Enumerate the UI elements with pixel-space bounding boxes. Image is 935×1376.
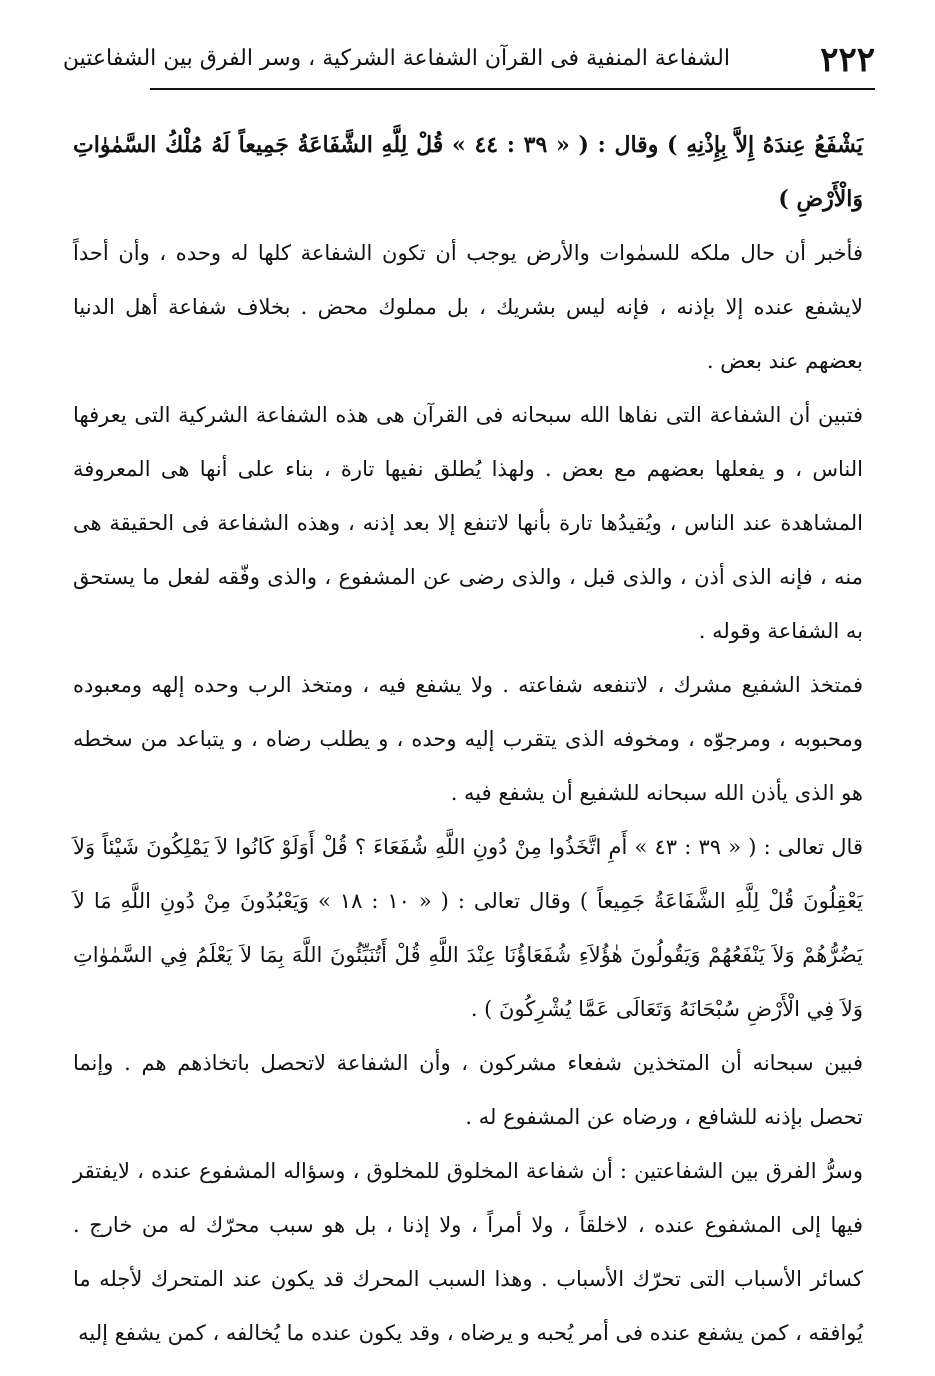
- paragraph-quran-continuation: يَشْفَعُ عِندَهُ إِلاَّ بِإِذْنِهِ ) وقال : ( « ٣٩ : ٤٤ » قُلْ لِلَّهِ الشَّفَاعَةُ جَمِيعاً لَهُ مُلْكُ السَّمٰوٰاتِ وَالْأَرْضِ ): [73, 132, 863, 212]
- paragraph: فتبين أن الشفاعة التى نفاها الله سبحانه فى القرآن هى هذه الشفاعة الشركية التى يعرفها الناس ، و يفعلها بعضهم مع بعض . ولهذا يُطلق نفيها تارة ، بناء على أنها هى المعروفة المشاهدة عند الناس ، ويُقيدُها تارة بأنها لاتنفع إلا بعد إذنه ، وهذه الشفاعة فى الحقيقة هى منه ، فإنه الذى أذن ، والذى قبل ، والذى رضى عن المشفوع ، والذى وفّقه لفعل ما يستحق به الشفاعة وقوله .: [73, 403, 863, 643]
- page-header: [62, 40, 875, 90]
- page-number: ٢٢٢: [820, 40, 875, 80]
- body-text: [73, 118, 863, 1360]
- running-title: الشفاعة المنفية فى القرآن الشفاعة الشركية ، وسر الفرق بين الشفاعتين: [62, 46, 730, 71]
- paragraph: فمتخذ الشفيع مشرك ، لاتنفعه شفاعته . ولا يشفع فيه ، ومتخذ الرب وحده إلهه ومعبوده ومحبوبه ، ومرجوّه ، ومخوفه الذى يتقرب إليه وحده ، و يطلب رضاه ، و يتباعد من سخطه هو الذى يأذن الله سبحانه للشفيع أن يشفع فيه .: [73, 673, 863, 805]
- paragraph: فأخبر أن حال ملكه للسمٰوات والأرض يوجب أن تكون الشفاعة كلها له وحده ، وأن أحداً لايشفع عنده إلا بإذنه ، فإنه ليس بشريك ، بل مملوك محض . بخلاف شفاعة أهل الدنيا بعضهم عند بعض .: [73, 241, 863, 373]
- paragraph-quran-citation: قال تعالى : ( « ٣٩ : ٤٣ » أَمِ اتَّخَذُوا مِنْ دُونِ اللَّهِ شُفَعَاءَ ؟ قُلْ أَوَلَوْ كَانُوا لاَ يَمْلِكُونَ شَيْئاً وَلاَ يَعْقِلُونَ قُلْ لِلَّهِ الشَّفَاعَةُ جَمِيعاً ) وقال تعالى : ( « ١٠ : ١٨ » وَيَعْبُدُونَ مِنْ دُونِ اللَّهِ مَا لاَ يَضُرُّهُمْ وَلاَ يَنْفَعُهُمْ وَيَقُولُونَ هٰؤُلاَءِ شُفَعَاؤُنَا عِنْدَ اللَّهِ قُلْ أَتُنَبِّئُونَ اللَّهَ بِمَا لاَ يَعْلَمُ فِي السَّمٰوٰاتِ وَلاَ فِي الْأَرْضِ سُبْحَانَهُ وَتَعَالَى عَمَّا يُشْرِكُونَ ) .: [73, 835, 863, 1021]
- paragraph: وسرُّ الفرق بين الشفاعتين : أن شفاعة المخلوق للمخلوق ، وسؤاله المشفوع عنده ، لايفتقر فيها إلى المشفوع عنده ، لاخلقاً ، ولا أمراً ، ولا إذنا ، بل هو سبب محرّك له من خارج . كسائر الأسباب التى تحرّك الأسباب . وهذا السبب المحرك قد يكون عند المتحرك لأجله ما يُوافقه ، كمن يشفع عنده فى أمر يُحبه و يرضاه ، وقد يكون عنده ما يُخالفه ، كمن يشفع إليه: [73, 1159, 863, 1345]
- paragraph: فبين سبحانه أن المتخذين شفعاء مشركون ، وأن الشفاعة لاتحصل باتخاذهم هم . وإنما تحصل بإذنه للشافع ، ورضاه عن المشفوع له .: [73, 1051, 863, 1129]
